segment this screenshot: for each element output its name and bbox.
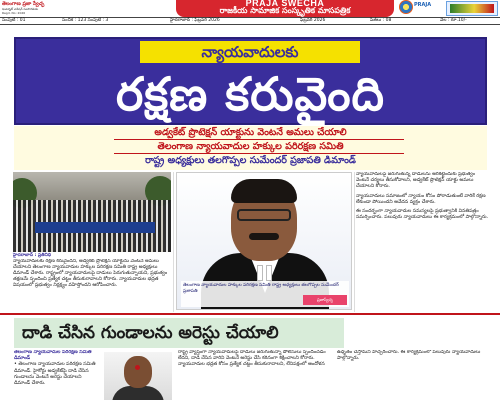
deck-line-1: అడ్వకేట్ ప్రొటెక్షన్ యాక్టును వెంటనే అమలు చేయాలి xyxy=(154,127,347,138)
masthead-flag-panel xyxy=(446,1,498,16)
subarticle-photo xyxy=(104,352,172,400)
right-paragraph: ఈ సందర్భంగా న్యాయవాదుల సమస్యలపై ప్రభుత్వానికి వినతిపత్రం సమర్పించారు. పలువురు న్యాయవాదులు ఈ కార్యక్రమంలో పాల్గొన్నారు. xyxy=(356,209,489,221)
subarticle-body-columns: రాష్ట్ర వ్యాప్తంగా న్యాయవాదులపై దాడులు జరుగుతున్నా పోలీసులు స్పందించడం లేదని, దాడి చేసిన వారిని వెంటనే అరెస్టు చేసి కఠినంగా శిక్షించాలని కోరారు. న్యాయవాదుల భద్రత కోసం ప్రత్యేక చట్టం తీసుకురావాలని, లేనిపక్షంలో ఆందోళన ఉధృతం చేస్తామని హెచ్చరించారు. ఈ కార్యక్రమంలో పలువురు న్యాయవాదులు పాల్గొన్నారు. xyxy=(178,350,481,368)
datebar xyxy=(0,17,500,25)
subarticle-byline: తెలంగాణ న్యాయవాదుల పరిరక్షణ సమితి డిమాండ్ xyxy=(14,350,92,362)
masthead-brand-banner xyxy=(176,0,394,17)
portrait-mustache xyxy=(249,233,279,240)
subarticle-photo-face xyxy=(124,356,152,388)
right-paragraph: న్యాయవాదులు సమాజంలో న్యాయం కోసం పోరాడుతుంటే వారికే రక్షణ లేకుండా పోయిందని ఆవేదన వ్యక్తం చేశారు. xyxy=(356,193,486,205)
rally-photo-banner xyxy=(35,222,155,233)
masthead xyxy=(0,0,500,17)
portrait-band xyxy=(266,265,272,281)
datebar-item-date: ఫిబ్రవరి 2026 xyxy=(300,18,326,23)
masthead-left-line-2: Regd. No: 2026 xyxy=(2,11,26,15)
section-divider xyxy=(0,313,500,315)
masthead-tagline: రాజకీయ సామాజిక సంస్కృతిక మాసపత్రిక xyxy=(219,6,351,15)
right-column xyxy=(356,172,489,312)
datebar-item-pages: పేజీలు : 08 xyxy=(370,18,392,23)
lawyer-portrait xyxy=(176,172,352,310)
subarticle-body-left xyxy=(14,350,98,400)
masthead-left-line-1: ఇంటర్నెట్ ఎడిషన్ సంపాదకుడు xyxy=(2,7,39,11)
portrait-hair xyxy=(231,179,297,203)
portrait-caption: తెలంగాణ న్యాయవాదుల హక్కుల పరిరక్షణ సమితి రాష్ట్ర అధ్యక్షులు తలగొప్పల సుమేందర్ ప్రజాపతి xyxy=(181,281,349,307)
deck-line-3: రాష్ట్ర అధ్యక్షులు తలగొప్పల సుమేందర్ ప్రజాపతి డిమాండ్ xyxy=(145,155,356,166)
datebar-item-place: హైదరాబాద్ : ఫిబ్రవరి 2026 xyxy=(170,18,220,23)
rally-body: న్యాయవాదులకు రక్షణ కరువైందని, అడ్వకేట్ ప్రొటెక్షన్ యాక్టును వెంటనే అమలు చేయాలని తెలంగాణ న్యాయవాదుల హక్కుల పరిరక్షణ సమితి రాష్ట్ర అధ్యక్షులు డిమాండ్ చేశారు. రాష్ట్రంలో న్యాయవాదులపై దాడులు పెరుగుతున్నాయని, ప్రభుత్వం తక్షణమే స్పందించి ప్రత్యేక చట్టం తీసుకురావాలని కోరారు. న్యాయవాదుల భద్రత విషయంలో ప్రభుత్వం నిర్లక్ష్యం వహిస్తోందని ఆరోపించారు. xyxy=(13,259,168,289)
deck-line-2: తెలంగాణ న్యాయవాదుల హక్కుల పరిరక్షణ సమితి xyxy=(157,141,344,152)
column-rule xyxy=(173,172,174,312)
flag-icon xyxy=(450,4,494,13)
portrait-glasses xyxy=(237,209,291,221)
headline-main: రక్షణ కరువైంది xyxy=(115,67,385,121)
portrait-band xyxy=(257,265,263,281)
right-paragraph: న్యాయవాదులపై జరుగుతున్న దాడులను అరికట్టేందుకు ప్రభుత్వం వెంటనే చర్యలు తీసుకోవాలని, అడ్వకేట్ ప్రొటెక్షన్ యాక్టు అమలు చేయాలని కోరారు. xyxy=(356,172,476,190)
subarticle-photo-body xyxy=(112,386,164,400)
masthead-left-block xyxy=(2,1,142,16)
subarticle-intro: • తెలంగాణ న్యాయవాదుల పరిరక్షణ సమితి డిమాండ్. హైకోర్టు అడ్వకేట్‌పై దాడి చేసిన గుండాలను వెంటనే అరెస్టు చేయాలని డిమాండ్ చేశారు. xyxy=(14,362,96,387)
subarticle-headline: దాడి చేసిన గుండాలను అరెస్టు చేయాలి xyxy=(14,318,344,348)
rally-caption: హైదరాబాద్ : ప్రతినిధి xyxy=(13,253,52,258)
column-rule xyxy=(354,172,355,312)
masthead-brand: PRAJA SWECHA xyxy=(245,0,325,8)
datebar-item-volume: సంపుటి : 01 xyxy=(2,18,26,23)
logo xyxy=(396,0,436,17)
deck-band xyxy=(14,126,487,170)
portrait-tag: ప్రజాస్వేచ్ఛ xyxy=(303,295,347,305)
headline-box xyxy=(14,37,487,125)
datebar-item-price: వెల : రూ.10/- xyxy=(440,18,467,23)
logo-tag: PRAJA xyxy=(414,2,432,8)
logo-emblem-icon xyxy=(399,0,413,14)
rally-photo xyxy=(13,172,171,252)
subarticle-photo-tilak xyxy=(135,365,140,370)
datebar-item-issue: సంచిక : 123 సంపుటి : 3 xyxy=(62,18,109,23)
masthead-left-title: తెలంగాణ ప్రజా స్వేచ్ఛ xyxy=(2,1,45,7)
headline-kicker: న్యాయవాదులకు xyxy=(140,41,360,63)
